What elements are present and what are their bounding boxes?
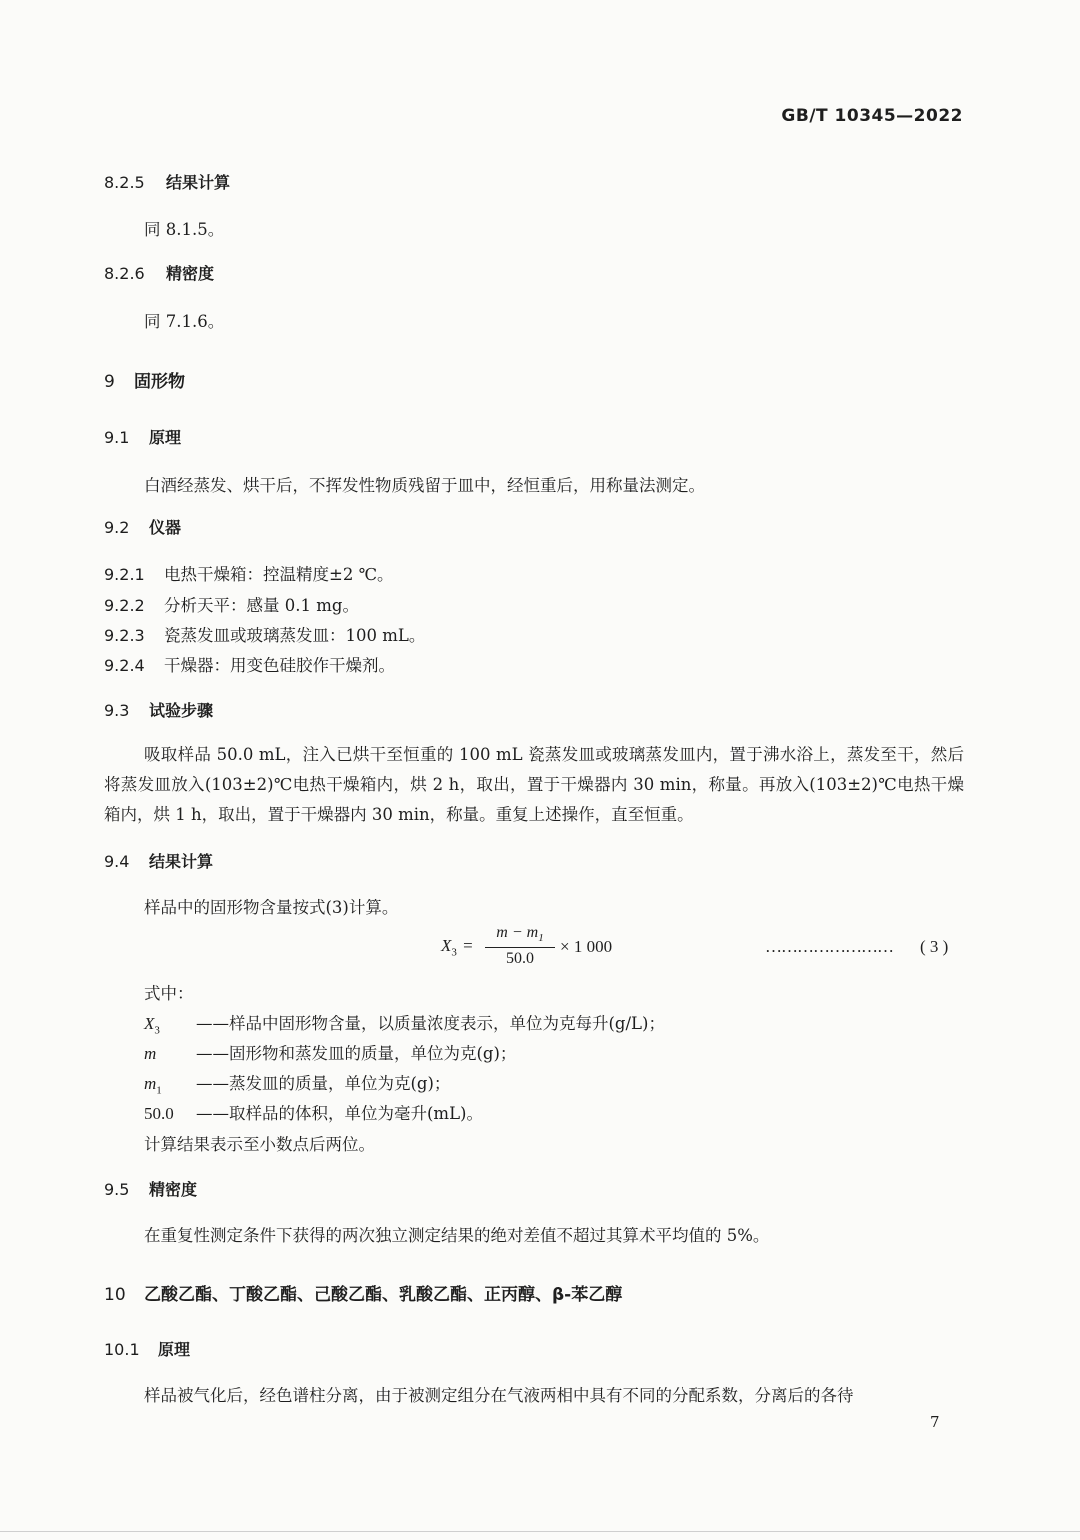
list-item-9-2-1 bbox=[104, 561, 394, 585]
item-number: 9.2.4 bbox=[104, 656, 145, 675]
heading-9-5 bbox=[104, 1177, 197, 1200]
section-title: 仪器 bbox=[149, 518, 182, 537]
variable-row bbox=[144, 1070, 450, 1096]
page-edge bbox=[0, 1531, 1080, 1540]
section-title: 原理 bbox=[158, 1340, 191, 1359]
paragraph-8-2-5: 同 8.1.5。 bbox=[144, 220, 225, 239]
variable-symbol: 50.0 bbox=[144, 1104, 174, 1123]
equation-number: ( 3 ) bbox=[920, 937, 949, 956]
where-label: 式中： bbox=[144, 984, 194, 1003]
section-number: 9.5 bbox=[104, 1180, 130, 1199]
list-item-9-2-2 bbox=[104, 592, 359, 616]
item-number: 9.2.3 bbox=[104, 626, 145, 645]
item-number: 9.2.1 bbox=[104, 565, 145, 584]
paragraph-8-2-6: 同 7.1.6。 bbox=[144, 312, 225, 331]
formula-fraction bbox=[485, 924, 555, 968]
heading-8-2-5 bbox=[104, 170, 230, 193]
list-item-9-2-4 bbox=[104, 652, 395, 676]
page-number: 7 bbox=[930, 1413, 940, 1431]
heading-9 bbox=[104, 367, 185, 392]
section-number: 9.3 bbox=[104, 701, 130, 720]
variable-row bbox=[144, 1040, 516, 1066]
variable-description: ——固形物和蒸发皿的质量，单位为克(g)； bbox=[196, 1044, 517, 1063]
variable-row bbox=[144, 1010, 665, 1036]
heading-10-1 bbox=[104, 1337, 190, 1360]
section-number: 8.2.6 bbox=[104, 264, 145, 283]
fraction-denominator: 50.0 bbox=[506, 950, 534, 968]
variable-row bbox=[144, 1100, 483, 1126]
section-title: 固形物 bbox=[134, 372, 185, 392]
heading-10 bbox=[104, 1280, 622, 1305]
heading-9-3 bbox=[104, 698, 213, 721]
item-text: 分析天平：感量 0.1 mg。 bbox=[164, 596, 359, 615]
item-number: 9.2.2 bbox=[104, 596, 145, 615]
section-title: 结果计算 bbox=[166, 173, 231, 192]
item-text: 瓷蒸发皿或玻璃蒸发皿：100 mL。 bbox=[164, 626, 426, 645]
heading-8-2-6 bbox=[104, 261, 214, 284]
heading-9-1 bbox=[104, 425, 181, 448]
paragraph-10-1: 样品被气化后，经色谱柱分离，由于被测定组分在气液两相中具有不同的分配系数，分离后的各待 bbox=[144, 1386, 854, 1405]
section-number: 10.1 bbox=[104, 1340, 140, 1359]
variable-symbol: m bbox=[144, 1044, 157, 1063]
variable-description: ——蒸发皿的质量，单位为克(g)； bbox=[196, 1074, 451, 1093]
fraction-numerator: $m - m_1$ bbox=[496, 924, 544, 945]
heading-9-2 bbox=[104, 515, 181, 538]
paragraph-9-5: 在重复性测定条件下获得的两次独立测定结果的绝对差值不超过其算术平均值的 5%。 bbox=[144, 1226, 770, 1245]
section-title: 原理 bbox=[149, 428, 182, 447]
variable-description: ——取样品的体积，单位为毫升(mL)。 bbox=[196, 1104, 483, 1123]
section-title: 精密度 bbox=[149, 1180, 198, 1199]
rounding-note: 计算结果表示至小数点后两位。 bbox=[144, 1135, 375, 1154]
section-number: 9.4 bbox=[104, 852, 130, 871]
paragraph-9-3: 吸取样品 50.0 mL，注入已烘干至恒重的 100 mL 瓷蒸发皿或玻璃蒸发皿内，置于沸水浴上，蒸发至干，然后将蒸发皿放入(103±2)℃电热干燥箱内，烘 2 h，取出，置于干燥器内 30 min，称量。再放入(103±2)℃电热干燥箱内，烘 1 h，取出，置于干燥器内 30 min，称量。重复上述操作，直至恒重。 bbox=[104, 745, 964, 824]
item-text: 干燥器：用变色硅胶作干燥剂。 bbox=[164, 656, 395, 675]
list-item-9-2-3 bbox=[104, 622, 425, 646]
section-title: 试验步骤 bbox=[149, 701, 214, 720]
formula-lhs: $X_3$ = bbox=[441, 936, 473, 959]
section-title: 精密度 bbox=[166, 264, 215, 283]
section-number: 9.1 bbox=[104, 428, 130, 447]
section-title: 乙酸乙酯、丁酸乙酯、己酸乙酯、乳酸乙酯、正丙醇、β-苯乙醇 bbox=[144, 1285, 623, 1305]
variable-symbol: $m_1$ bbox=[144, 1074, 162, 1097]
paragraph-9-4-intro: 样品中的固形物含量按式(3)计算。 bbox=[144, 898, 399, 917]
section-number: 10 bbox=[104, 1285, 126, 1305]
paragraph-9-1: 白酒经蒸发、烘干后，不挥发性物质残留于皿中，经恒重后，用称量法测定。 bbox=[144, 476, 705, 495]
item-text: 电热干燥箱：控温精度±2 ℃。 bbox=[164, 565, 394, 584]
standard-code: GB/T 10345—2022 bbox=[781, 106, 963, 126]
variable-symbol: $X_3$ bbox=[144, 1014, 160, 1037]
formula-dots: …………………… bbox=[765, 937, 893, 956]
formula-multiplier: × 1 000 bbox=[560, 937, 613, 956]
variable-description: ——样品中固形物含量，以质量浓度表示，单位为克每升(g/L)； bbox=[196, 1014, 665, 1033]
fraction-bar bbox=[485, 947, 555, 948]
section-number: 8.2.5 bbox=[104, 173, 145, 192]
section-number: 9.2 bbox=[104, 518, 130, 537]
heading-9-4 bbox=[104, 849, 213, 872]
section-number: 9 bbox=[104, 372, 115, 392]
section-title: 结果计算 bbox=[149, 852, 214, 871]
